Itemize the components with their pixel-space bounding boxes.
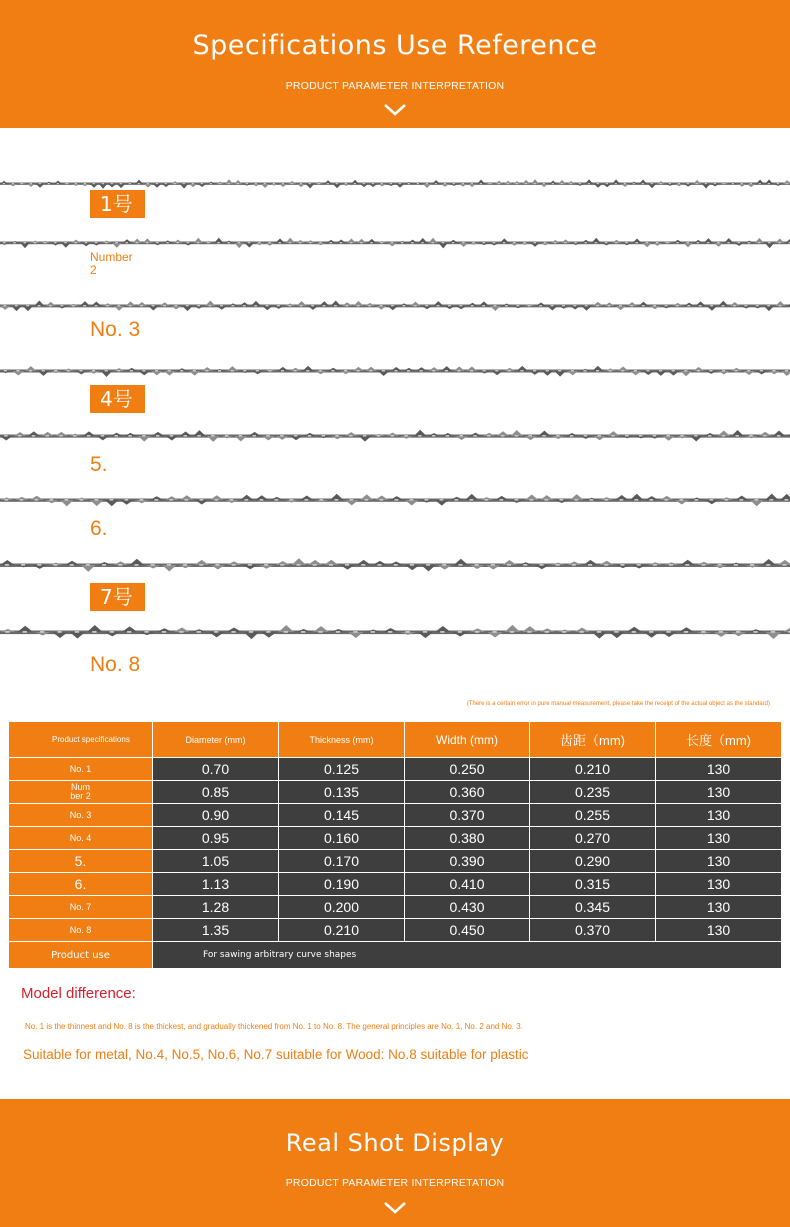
chevron-down-icon [383, 1201, 407, 1215]
cell-diameter: 1.13 [153, 873, 279, 896]
cell-width: 0.370 [405, 804, 530, 827]
row-spec-name: No. 3 [9, 804, 153, 827]
saw-blade-image-1 [0, 177, 790, 191]
cell-diameter: 1.28 [153, 896, 279, 919]
header-diameter: Diameter (mm) [153, 722, 279, 758]
row-spec-name: No. 8 [9, 919, 153, 942]
table-row [9, 758, 782, 781]
saw-blade-image-5 [0, 429, 790, 443]
blade-label-1: 1号 [90, 190, 145, 218]
cell-pitch: 0.345 [530, 896, 656, 919]
model-difference-line-2: Suitable for metal, No.4, No.5, No.6, No.7 suitable for Wood: No.8 suitable for plastic [23, 1047, 529, 1062]
cell-thickness: 0.200 [279, 896, 405, 919]
cell-length: 130 [656, 758, 782, 781]
saw-blade-image-4 [0, 364, 790, 378]
cell-thickness: 0.145 [279, 804, 405, 827]
cell-length: 130 [656, 850, 782, 873]
cell-thickness: 0.190 [279, 873, 405, 896]
cell-diameter: 0.70 [153, 758, 279, 781]
row-spec-name: Num ber 2 [9, 781, 153, 804]
header-product-spec: Product specifications [9, 722, 153, 758]
blade-label-4: 4号 [90, 385, 145, 413]
page-subtitle: PRODUCT PARAMETER INTERPRETATION [285, 80, 505, 92]
measurement-note: (There is a certain error in pure manual measurement, please take the receipt of the actual object as the standard) [466, 701, 770, 707]
table-row [9, 781, 782, 804]
cell-width: 0.450 [405, 919, 530, 942]
cell-length: 130 [656, 919, 782, 942]
cell-thickness: 0.125 [279, 758, 405, 781]
cell-width: 0.390 [405, 850, 530, 873]
chevron-down-icon [383, 103, 407, 117]
cell-width: 0.360 [405, 781, 530, 804]
table-row [9, 827, 782, 850]
saw-blade-image-3 [0, 299, 790, 313]
cell-pitch: 0.235 [530, 781, 656, 804]
cell-length: 130 [656, 827, 782, 850]
cell-diameter: 0.90 [153, 804, 279, 827]
header-width: Width (mm) [405, 722, 530, 758]
model-difference-line-1: No. 1 is the thinnest and No. 8 is the thickest, and gradually thickened from No. 1 to No. 8. The general principles are No. 1, No. 2 and No. 3. [25, 1022, 523, 1031]
blade-label-5: 5. [90, 453, 108, 476]
section-title: Real Shot Display [285, 1129, 505, 1157]
cell-pitch: 0.210 [530, 758, 656, 781]
saw-blade-image-6 [0, 493, 790, 507]
cell-thickness: 0.160 [279, 827, 405, 850]
cell-thickness: 0.170 [279, 850, 405, 873]
cell-thickness: 0.135 [279, 781, 405, 804]
saw-blade-image-8 [0, 625, 790, 639]
cell-diameter: 1.35 [153, 919, 279, 942]
blade-label-7: 7号 [90, 583, 145, 611]
table-header-row [9, 722, 782, 758]
blade-label-6: 6. [90, 517, 108, 540]
use-label: Product use [9, 942, 153, 969]
cell-width: 0.410 [405, 873, 530, 896]
cell-diameter: 0.95 [153, 827, 279, 850]
table-row [9, 850, 782, 873]
use-value: For sawing arbitrary curve shapes [153, 942, 782, 969]
cell-length: 130 [656, 873, 782, 896]
header-banner [0, 0, 790, 128]
cell-width: 0.380 [405, 827, 530, 850]
saw-blade-image-2 [0, 236, 790, 250]
cell-pitch: 0.290 [530, 850, 656, 873]
table-row [9, 804, 782, 827]
cell-length: 130 [656, 804, 782, 827]
row-spec-name: No. 7 [9, 896, 153, 919]
cell-pitch: 0.315 [530, 873, 656, 896]
cell-length: 130 [656, 781, 782, 804]
cell-thickness: 0.210 [279, 919, 405, 942]
header-thickness: Thickness (mm) [279, 722, 405, 758]
cell-diameter: 0.85 [153, 781, 279, 804]
cell-pitch: 0.255 [530, 804, 656, 827]
cell-diameter: 1.05 [153, 850, 279, 873]
section-subtitle: PRODUCT PARAMETER INTERPRETATION [285, 1177, 505, 1189]
cell-pitch: 0.270 [530, 827, 656, 850]
model-difference-title: Model difference: [21, 985, 136, 1002]
header-pitch: 齿距（mm) [530, 722, 656, 758]
table-use-row [9, 942, 782, 969]
header-length: 长度（mm) [656, 722, 782, 758]
cell-pitch: 0.370 [530, 919, 656, 942]
table-row [9, 873, 782, 896]
row-spec-name: No. 4 [9, 827, 153, 850]
table-row [9, 919, 782, 942]
blade-label-3: No. 3 [90, 318, 141, 341]
row-spec-name: No. 1 [9, 758, 153, 781]
cell-length: 130 [656, 896, 782, 919]
cell-width: 0.250 [405, 758, 530, 781]
row-spec-name: 5. [9, 850, 153, 873]
table-row [9, 896, 782, 919]
blade-label-8: No. 8 [90, 653, 141, 676]
row-spec-name: 6. [9, 873, 153, 896]
page-title: Specifications Use Reference [192, 30, 598, 61]
saw-blade-image-7 [0, 558, 790, 572]
blade-label-2: Number 2 [90, 250, 133, 277]
cell-width: 0.430 [405, 896, 530, 919]
spec-table [8, 721, 782, 969]
